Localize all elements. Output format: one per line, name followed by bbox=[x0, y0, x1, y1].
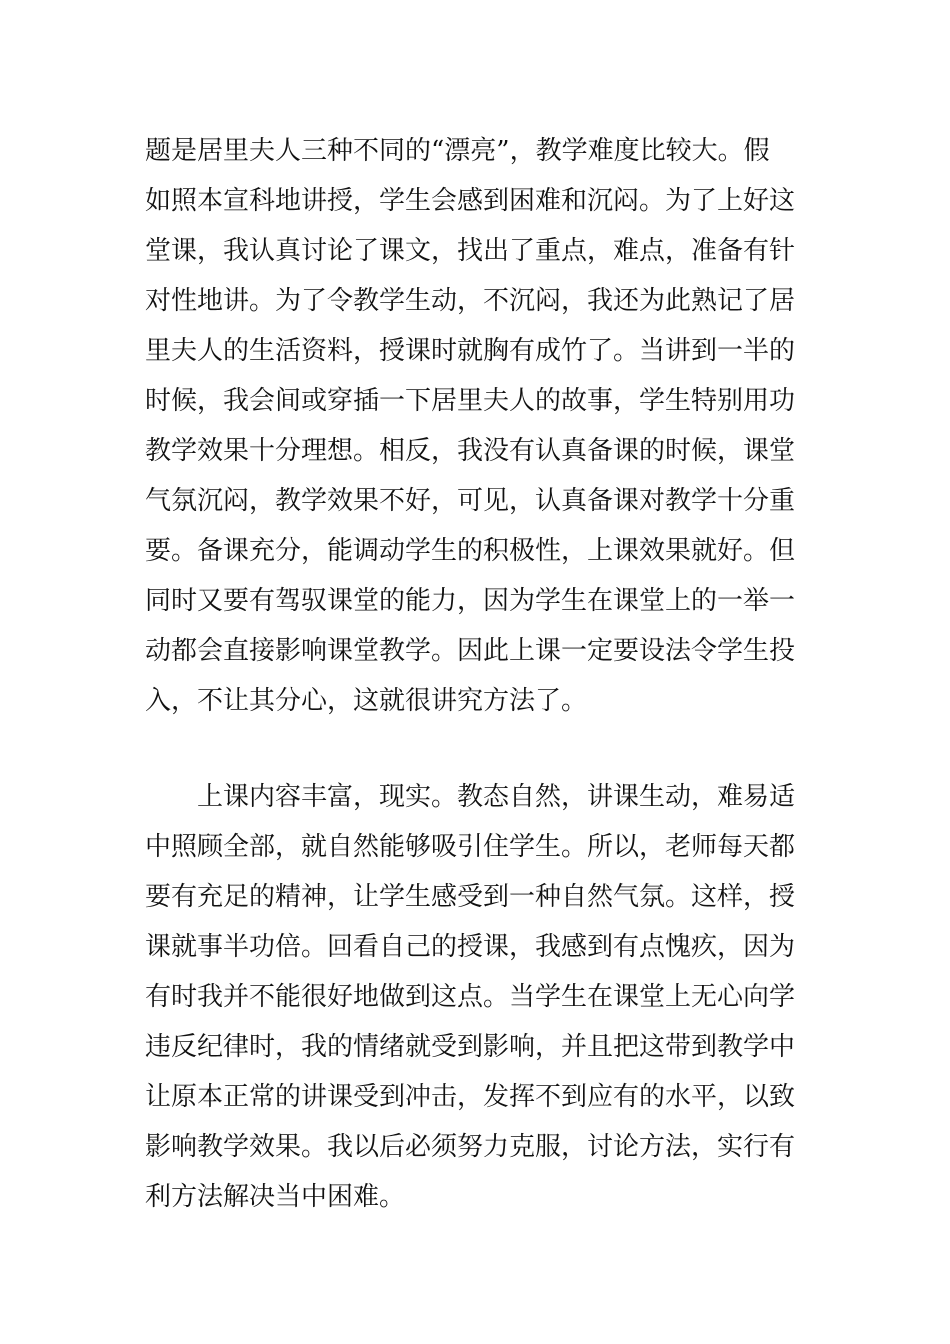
text-line: 对性地讲。为了令教学生动，不沉闷，我还为此熟记了居 bbox=[145, 286, 796, 316]
text-line: 违反纪律时，我的情绪就受到影响，并且把这带到教学中 bbox=[145, 1032, 796, 1062]
text-line: 课就事半功倍。回看自己的授课，我感到有点愧疚，因为 bbox=[145, 932, 796, 962]
paragraph-1 bbox=[145, 126, 805, 726]
text-line: 要有充足的精神，让学生感受到一种自然气氛。这样，授 bbox=[145, 882, 796, 912]
text-line: 题是居里夫人三种不同的“漂亮”，教学难度比较大。假 bbox=[145, 136, 770, 166]
text-line: 有时我并不能很好地做到这点。当学生在课堂上无心向学 bbox=[145, 982, 796, 1012]
text-line: 时候，我会间或穿插一下居里夫人的故事，学生特别用功 bbox=[145, 386, 796, 416]
text-line: 堂课，我认真讨论了课文，找出了重点，难点，准备有针 bbox=[145, 236, 796, 266]
text-line: 要。备课充分，能调动学生的积极性，上课效果就好。但 bbox=[145, 536, 796, 566]
text-line: 同时又要有驾驭课堂的能力，因为学生在课堂上的一举一 bbox=[145, 586, 796, 616]
text-line: 影响教学效果。我以后必须努力克服，讨论方法，实行有 bbox=[145, 1132, 796, 1162]
text-line: 中照顾全部，就自然能够吸引住学生。所以，老师每天都 bbox=[145, 832, 796, 862]
text-line: 气氛沉闷，教学效果不好，可见，认真备课对教学十分重 bbox=[145, 486, 796, 516]
text-line: 上课内容丰富，现实。教态自然，讲课生动，难易适 bbox=[145, 782, 796, 812]
text-line: 入，不让其分心，这就很讲究方法了。 bbox=[145, 686, 588, 716]
text-line: 里夫人的生活资料，授课时就胸有成竹了。当讲到一半的 bbox=[145, 336, 796, 366]
text-line: 如照本宣科地讲授，学生会感到困难和沉闷。为了上好这 bbox=[145, 186, 796, 216]
text-line: 教学效果十分理想。相反，我没有认真备课的时候，课堂 bbox=[145, 436, 796, 466]
text-line: 让原本正常的讲课受到冲击，发挥不到应有的水平，以致 bbox=[145, 1082, 796, 1112]
text-line: 动都会直接影响课堂教学。因此上课一定要设法令学生投 bbox=[145, 636, 796, 666]
text-line: 利方法解决当中困难。 bbox=[145, 1182, 406, 1212]
paragraph-2 bbox=[145, 772, 805, 1222]
